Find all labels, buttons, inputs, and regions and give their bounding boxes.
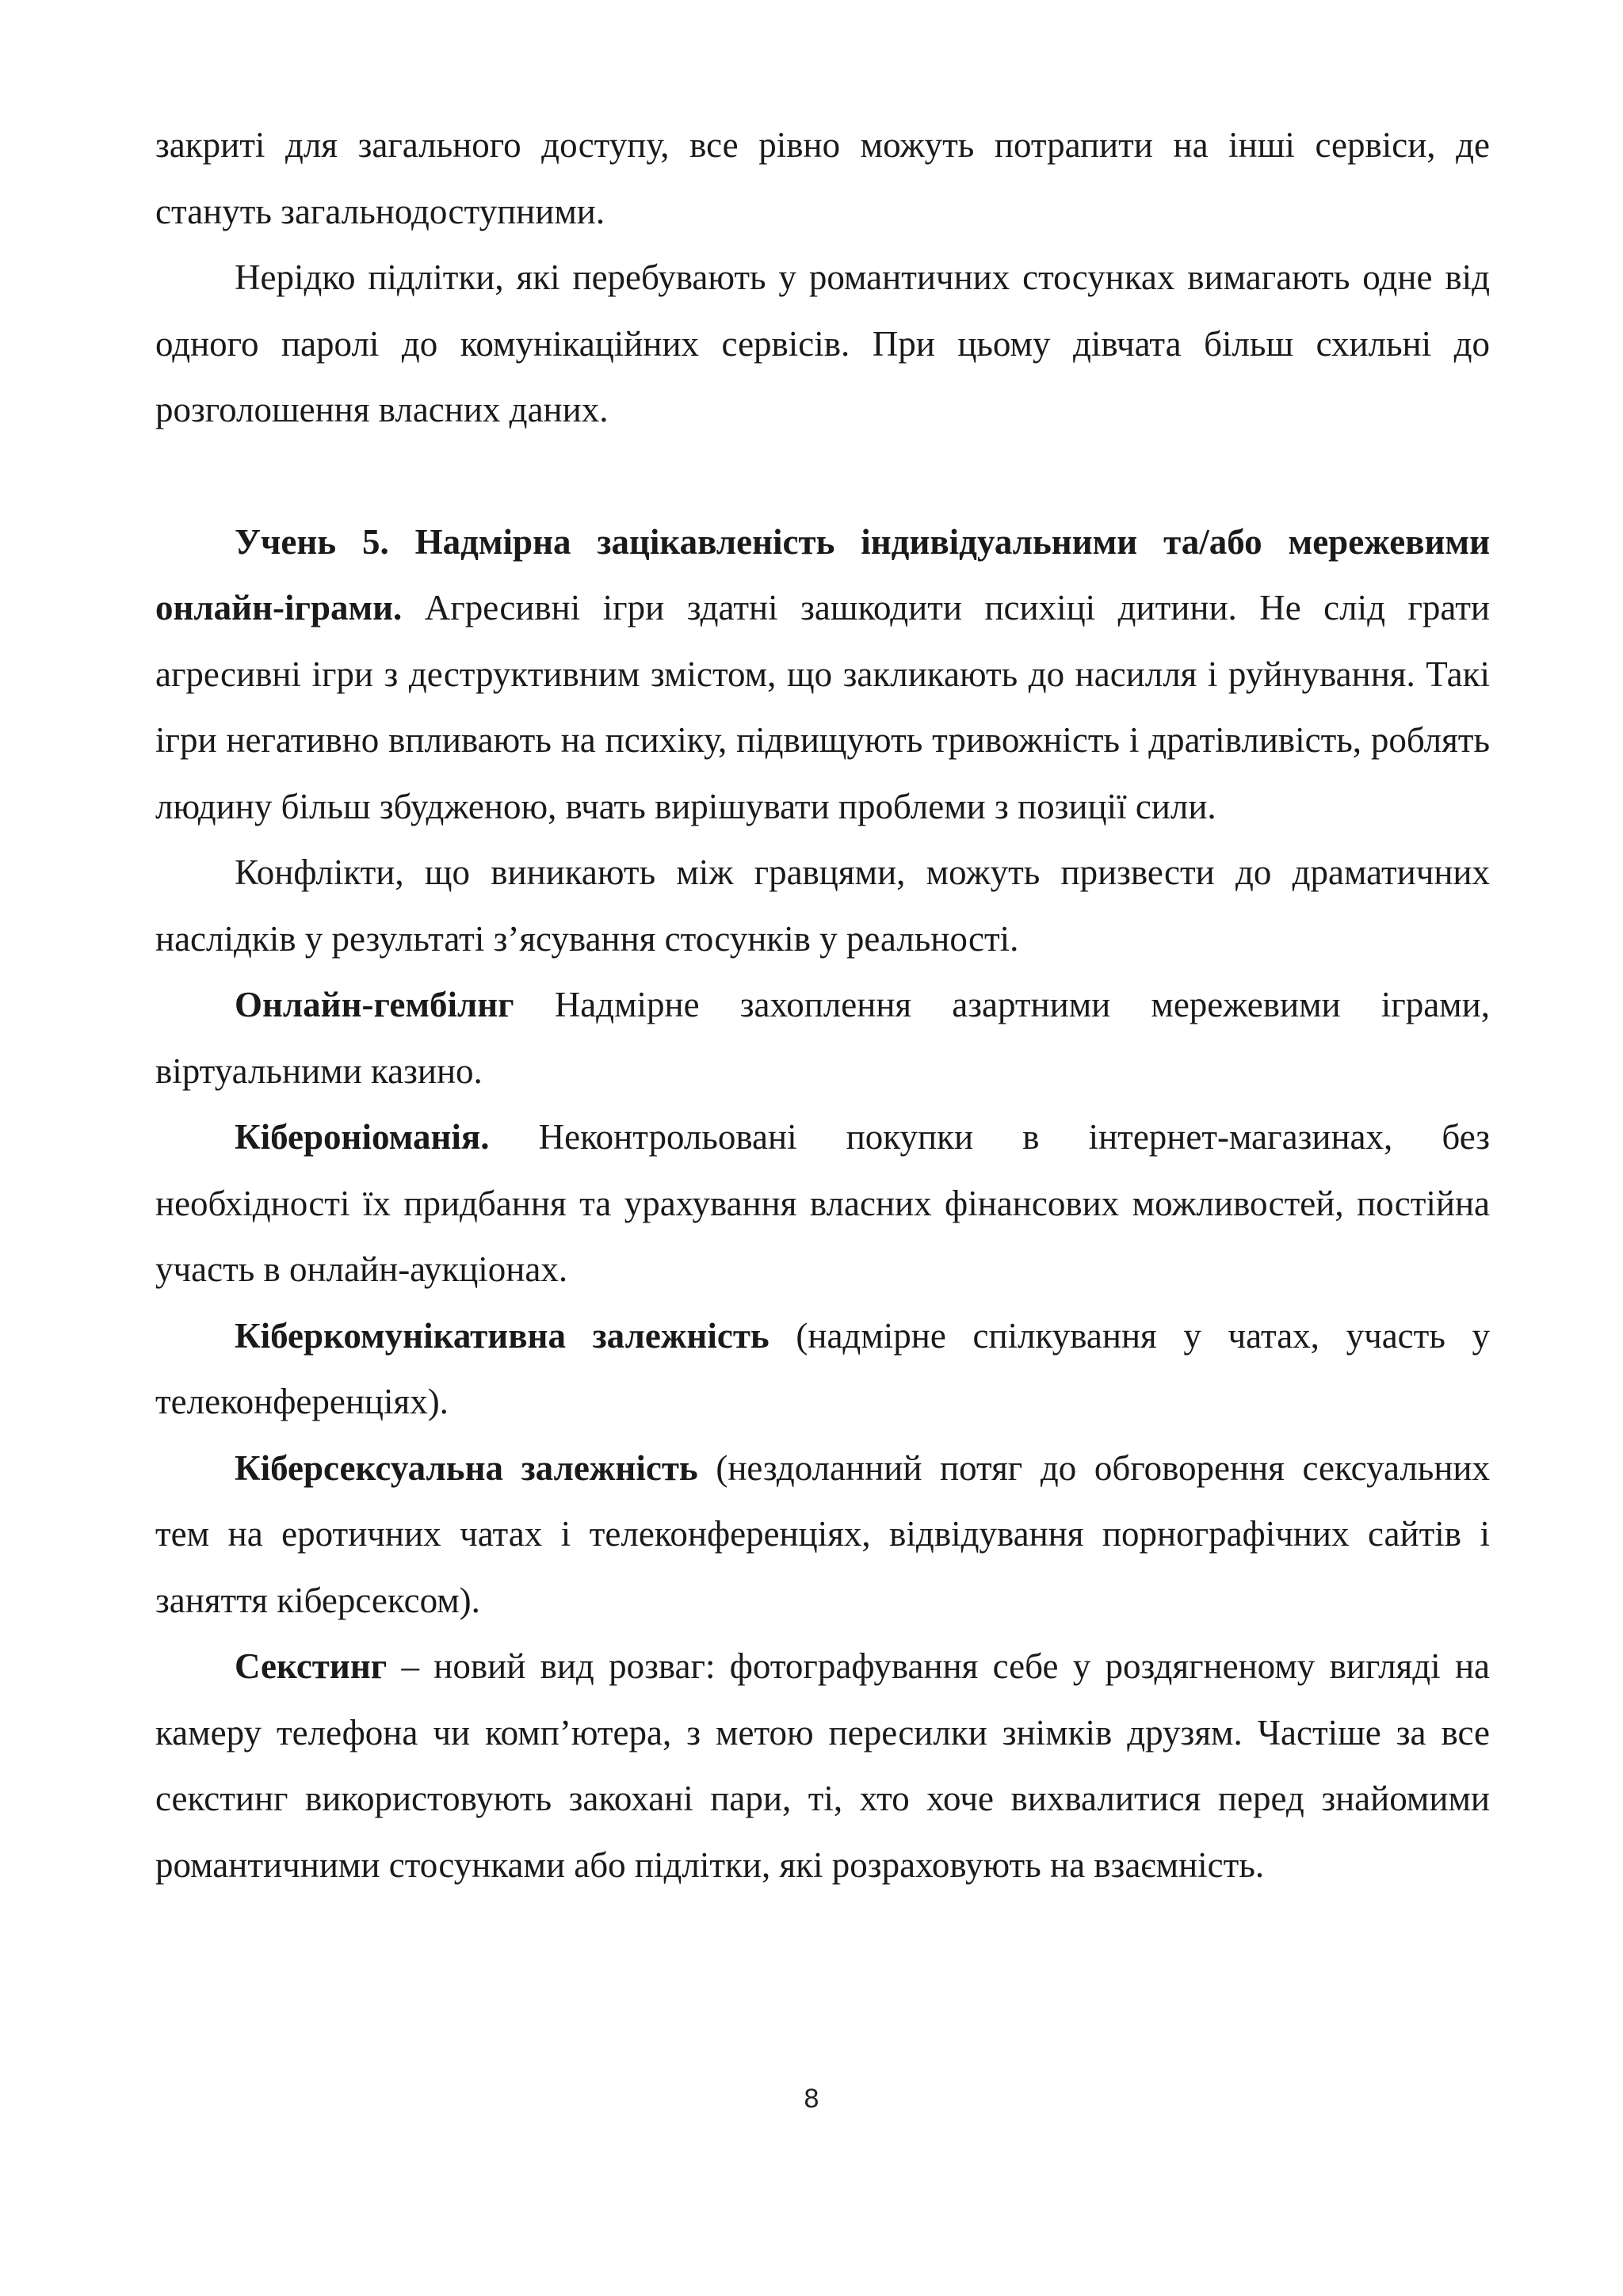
paragraph-7 <box>155 1303 1490 1436</box>
paragraph-1-text: закриті для загального доступу, все рівно можуть потрапити на інші сервіси, де стануть загальнодоступними. <box>155 125 1490 231</box>
term-online-gambling: Онлайн-гембілнг <box>235 985 514 1024</box>
paragraph-7-text: (надмірне спілкування у чатах, участь у телеконференціях). <box>155 1315 1491 1421</box>
paragraph-5 <box>155 972 1490 1104</box>
section-heading-student-5: Учень 5. Надмірна зацікавленість індивідуальними та/або мережевими онлайн-іграми. <box>155 521 1490 627</box>
paragraph-4 <box>155 840 1490 972</box>
paragraph-5-text: Надмірне захоплення азартними мережевими іграми, віртуальними казино. <box>155 985 1490 1091</box>
paragraph-8 <box>155 1436 1490 1634</box>
term-sexting: Секстинг <box>235 1646 388 1686</box>
paragraph-1 <box>155 113 1490 245</box>
paragraph-3-text: Агресивні ігри здатні зашкодити психіці дитини. Не слід грати агресивні ігри з деструктивним змістом, що закликають до насилля і руйнування. Такі ігри негативно впливають на психіку, підвищують тривожність і дратівливість, роблять людину більш збудженою, вчать вирішувати проблеми з позиції сили. <box>155 588 1490 826</box>
paragraph-4-text: Конфлікти, що виникають між гравцями, можуть призвести до драматичних наслідків у результаті з’ясування стосунків у реальності. <box>155 852 1490 959</box>
paragraph-2 <box>155 245 1490 444</box>
paragraph-6 <box>155 1104 1490 1303</box>
term-cybercommunicative-addiction: Кіберкомунікативна залежність <box>235 1315 769 1356</box>
paragraph-2-text: Нерідко підлітки, які перебувають у романтичних стосунках вимагають одне від одного паролі до комунікаційних сервісів. При цьому дівчата більш схильні до розголошення власних даних. <box>155 257 1490 429</box>
paragraph-9-text: – новий вид розваг: фотографування себе у роздягненому вигляді на камеру телефона чи комп’ютера, з метою пересилки знімків друзям. Частіше за все секстинг використовують закохані пари, ті, хто хоче вихвалитися перед знайомими романтичними стосунками або підлітки, які розраховують на взаємність. <box>155 1646 1490 1885</box>
paragraph-9 <box>155 1634 1490 1898</box>
paragraph-3 <box>155 509 1490 841</box>
document-page <box>155 113 1490 1898</box>
page-number: 8 <box>804 2084 819 2114</box>
term-cyberoniomania: Кібероніоманія. <box>235 1117 490 1157</box>
paragraph-6-text: Неконтрольовані покупки в інтернет-магазинах, без необхідності їх придбання та урахування власних фінансових можливостей, постійна участь в онлайн-аукціонах. <box>155 1117 1490 1289</box>
paragraph-8-text: (нездоланний потяг до обговорення сексуальних тем на еротичних чатах і телеконференціях, відвідування порнографічних сайтів і заняття кіберсексом). <box>155 1447 1490 1620</box>
term-cybersexual-addiction: Кіберсексуальна залежність <box>235 1447 698 1488</box>
section-gap <box>155 444 1490 509</box>
